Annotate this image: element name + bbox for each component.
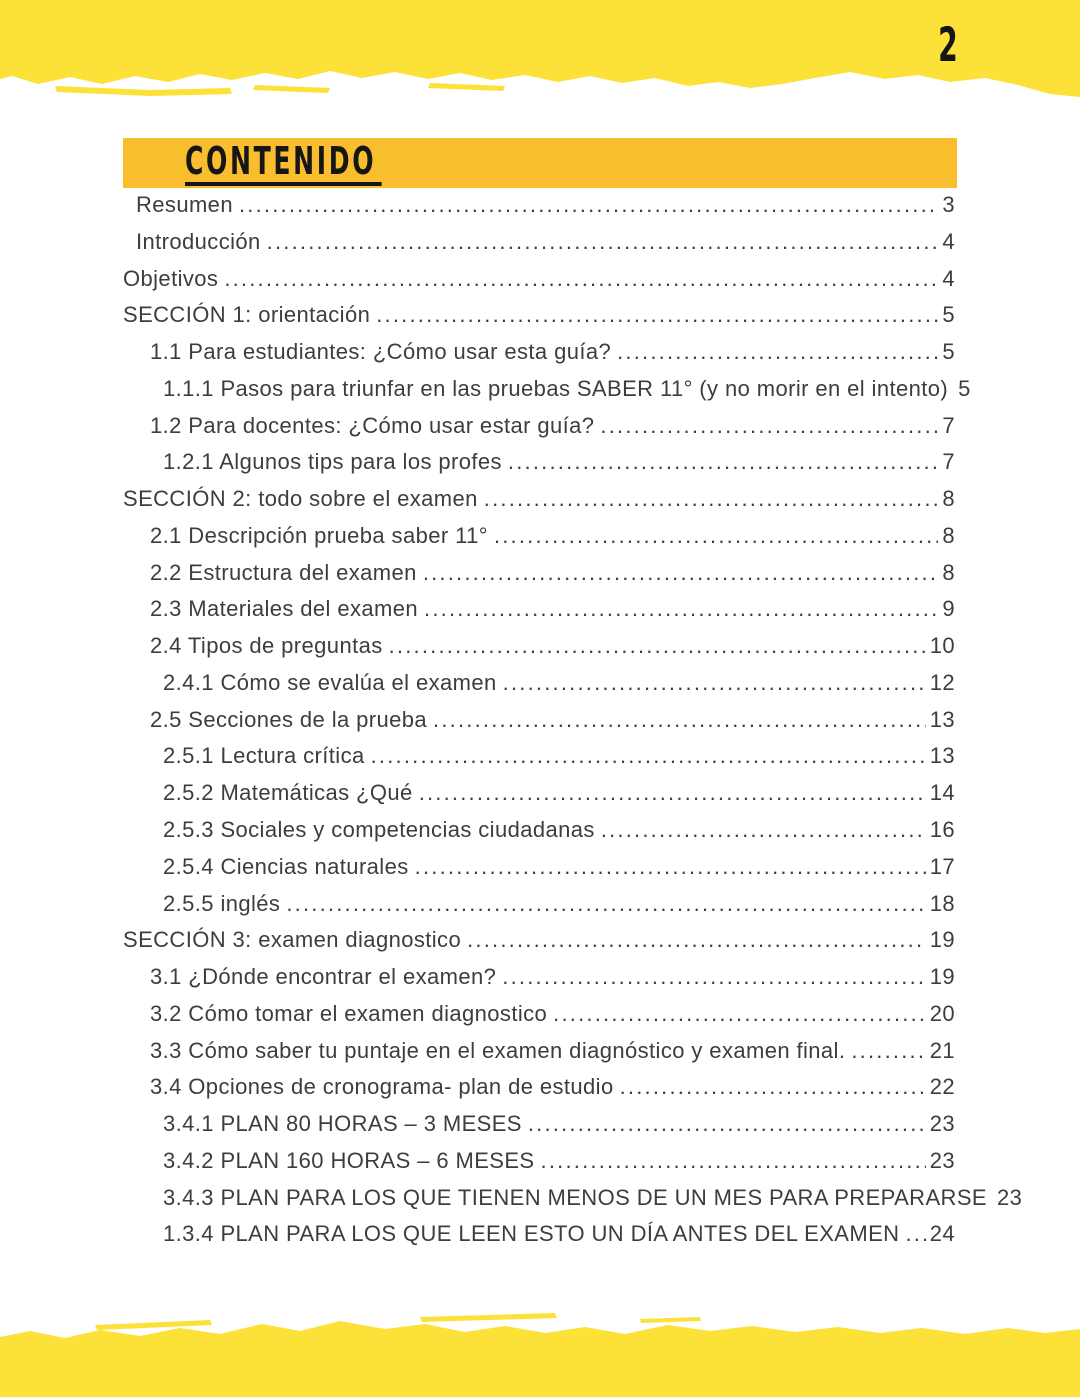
toc-dot-leader [528, 1106, 926, 1143]
toc-dot-leader [224, 261, 938, 298]
toc-entry [123, 187, 955, 224]
toc-dot-leader [239, 187, 938, 224]
toc-entry [123, 371, 971, 408]
toc-entry-label: 2.3 Materiales del examen [150, 596, 419, 622]
toc-dot-leader [415, 849, 926, 886]
toc-entry-page: 22 [929, 1074, 955, 1100]
toc-entry-label: SECCIÓN 2: todo sobre el examen [123, 486, 478, 512]
toc-dot-leader [389, 628, 926, 665]
toc-entry [123, 1106, 955, 1143]
toc-entry [123, 224, 955, 261]
toc-entry [123, 1216, 955, 1253]
toc-entry-label: 1.3.4 PLAN PARA LOS QUE LEEN ESTO UN DÍA ANTES DEL EXAMEN [163, 1221, 900, 1247]
page-number: 2 [938, 18, 958, 73]
toc-entry-page: 4 [942, 228, 955, 254]
toc-dot-leader [484, 481, 939, 518]
toc-entry [123, 1033, 955, 1070]
contenido-header-box [123, 138, 957, 188]
toc-entry-label: 3.4.2 PLAN 160 HORAS – 6 MESES [163, 1147, 535, 1173]
toc-dot-leader [467, 922, 926, 959]
toc-dot-leader [617, 334, 938, 371]
toc-entry [123, 738, 955, 775]
toc-dot-leader [553, 996, 926, 1033]
toc-entry-page: 21 [929, 1037, 955, 1063]
toc-dot-leader [601, 812, 926, 849]
toc-entry-page: 9 [942, 596, 955, 622]
toc-entry-label: 2.5.4 Ciencias naturales [163, 853, 409, 879]
toc-entry-page: 19 [929, 964, 955, 990]
toc-entry-page: 16 [929, 817, 955, 843]
bottom-banner-brush-icon [0, 1305, 1080, 1397]
toc-dot-leader [905, 1216, 925, 1253]
toc-dot-leader [286, 886, 925, 923]
toc-entry-page: 5 [958, 375, 971, 401]
toc-entry [123, 702, 955, 739]
toc-entry [123, 334, 955, 371]
toc-dot-leader [371, 738, 926, 775]
toc-entry-page: 7 [942, 412, 955, 438]
toc-entry [123, 849, 955, 886]
toc-entry-label: 1.1 Para estudiantes: ¿Cómo usar esta guía? [150, 339, 612, 365]
toc-entry-label: 2.4.1 Cómo se evalúa el examen [163, 669, 497, 695]
toc-entry-page: 3 [942, 192, 955, 217]
toc-entry-label: 2.2 Estructura del examen [150, 559, 417, 585]
toc-entry-page: 14 [929, 780, 955, 806]
top-banner-brush-icon [0, 0, 1080, 112]
toc-dot-leader [503, 665, 926, 702]
toc-entry-label: 1.2 Para docentes: ¿Cómo usar estar guía? [150, 412, 595, 438]
toc-entry-page: 13 [929, 706, 955, 732]
toc-entry-page: 8 [942, 559, 955, 585]
toc-entry-label: Objetivos [123, 265, 219, 291]
toc-dot-leader [424, 591, 938, 628]
toc-entry-label: 3.3 Cómo saber tu puntaje en el examen diagnóstico y examen final. [150, 1037, 846, 1063]
toc-entry-label: 1.2.1 Algunos tips para los profes [163, 449, 502, 475]
toc-entry-page: 5 [942, 302, 955, 328]
toc-entry [123, 628, 955, 665]
toc-entry-label: 1.1.1 Pasos para triunfar en las pruebas SABER 11° (y no morir en el intento) [163, 375, 949, 401]
toc-entry-label: 3.4.3 PLAN PARA LOS QUE TIENEN MENOS DE UN MES PARA PREPARARSE [163, 1184, 987, 1210]
toc-entry-page: 23 [929, 1111, 955, 1137]
toc-entry-page: 19 [929, 927, 955, 953]
toc-dot-leader [494, 518, 938, 555]
toc-entry-page: 13 [929, 743, 955, 769]
toc-entry-label: Introducción [136, 228, 261, 254]
toc-entry-page: 23 [929, 1147, 955, 1173]
toc-entry-page: 8 [942, 486, 955, 512]
page-title: CONTENIDO [185, 141, 381, 186]
toc-entry-label: 2.5.5 inglés [163, 890, 281, 916]
toc-entry-label: 2.5.2 Matemáticas ¿Qué [163, 780, 413, 806]
toc-entry [123, 518, 955, 555]
toc-dot-leader [267, 224, 939, 261]
toc-entry [123, 408, 955, 445]
toc-entry-label: 3.4.1 PLAN 80 HORAS – 3 MESES [163, 1111, 522, 1137]
toc-entry-label: SECCIÓN 3: examen diagnostico [123, 927, 462, 953]
toc-dot-leader [620, 1069, 926, 1106]
toc-dot-leader [851, 1033, 925, 1070]
toc-entry-label: 3.1 ¿Dónde encontrar el examen? [150, 964, 497, 990]
toc-entry [123, 665, 955, 702]
toc-entry-page: 24 [929, 1221, 955, 1247]
toc-dot-leader [508, 444, 938, 481]
toc-entry-page: 7 [942, 449, 955, 475]
toc-entry [123, 1069, 955, 1106]
toc-entry [123, 481, 955, 518]
toc-entry-page: 12 [929, 669, 955, 695]
toc-entry-page: 10 [929, 633, 955, 659]
toc-dot-leader [433, 702, 926, 739]
toc-entry-label: 2.1 Descripción prueba saber 11° [150, 522, 488, 548]
toc-entry-label: SECCIÓN 1: orientación [123, 302, 371, 328]
toc-entry-page: 17 [929, 853, 955, 879]
toc-entry [123, 261, 955, 298]
toc-entry [123, 886, 955, 923]
toc-dot-leader [419, 775, 926, 812]
toc-entry [123, 444, 955, 481]
toc-entry [123, 591, 955, 628]
toc-entry-label: 3.4 Opciones de cronograma- plan de estudio [150, 1074, 614, 1100]
toc-entry [123, 1143, 955, 1180]
toc-entry [123, 996, 955, 1033]
toc-entry-label: 3.2 Cómo tomar el examen diagnostico [150, 1000, 548, 1026]
toc-entry-label: 2.5.3 Sociales y competencias ciudadanas [163, 817, 595, 843]
toc-entry-label: 2.5.1 Lectura crítica [163, 743, 365, 769]
toc-entry [123, 959, 955, 996]
toc-dot-leader [541, 1143, 926, 1180]
toc-dot-leader [502, 959, 925, 996]
toc-entry-page: 8 [942, 522, 955, 548]
toc-dot-leader [600, 408, 938, 445]
toc-entry [123, 775, 955, 812]
toc-entry-page: 18 [929, 890, 955, 916]
toc-entry-page: 5 [942, 339, 955, 365]
toc-entry [123, 297, 955, 334]
toc-entry-page: 20 [929, 1000, 955, 1026]
toc-dot-leader [423, 555, 939, 592]
toc-entry [123, 555, 955, 592]
toc-entry [123, 922, 955, 959]
toc-entry-page: 4 [942, 265, 955, 291]
toc-entry-label: Resumen [136, 192, 233, 217]
toc-list [123, 187, 1023, 1253]
toc-dot-leader [376, 297, 938, 334]
toc-entry-page: 23 [996, 1184, 1023, 1210]
toc-entry [123, 1180, 1023, 1217]
toc-entry [123, 812, 955, 849]
toc-entry-label: 2.4 Tipos de preguntas [150, 633, 383, 659]
toc-entry-label: 2.5 Secciones de la prueba [150, 706, 428, 732]
